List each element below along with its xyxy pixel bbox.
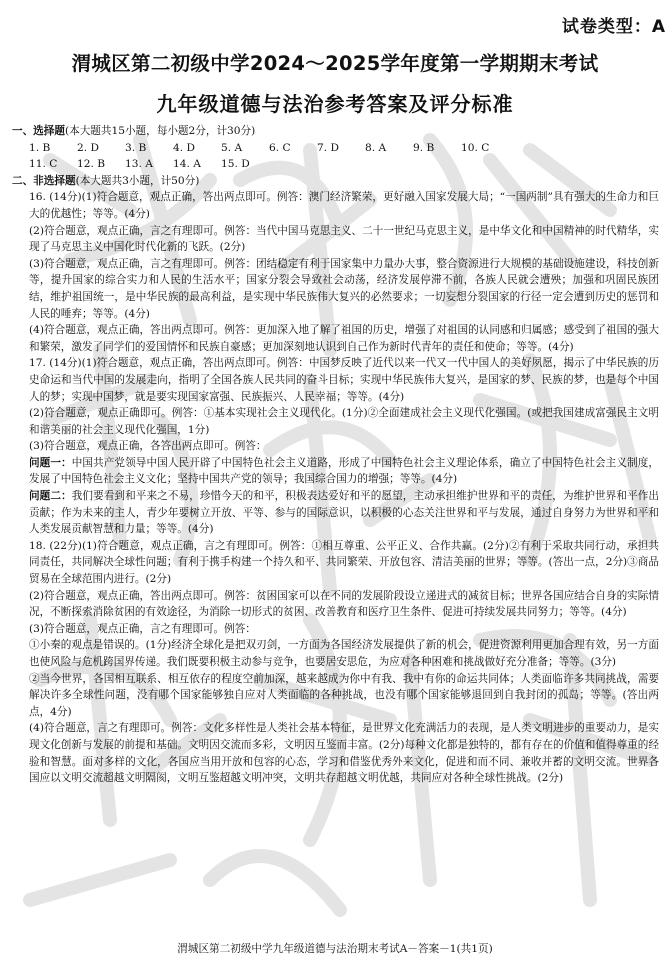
section-note: (本大题共3小题，计50分) <box>75 174 200 187</box>
choice-answer: 4. D <box>173 141 195 154</box>
q18-part1: 18. (22分)(1)符合题意，观点正确，言之有理即可。例答：①相互尊重、公平正义、合作共赢。(2分)②有利于采取共同行动，承担共同责任，共同解决全球性问题；有利于携手构建一个持久和平、共同繁荣、开放包容、清洁美丽的世界；等等。(答出一点，2分)③商品贸易在全球范围内进行。(2分) <box>29 539 659 586</box>
choice-answer: 2. D <box>77 141 99 154</box>
q17-part2: (2)符合题意，观点正确即可。例答：①基本实现社会主义现代化。(1分)②全面建成社会主义现代化强国。(或把我国建成富强民主文明和谐美丽的社会主义现代化强国，1分) <box>29 407 659 436</box>
choice-answer: 12. B <box>77 158 105 171</box>
choice-answer: 6. C <box>269 141 291 154</box>
choice-answer: 5. A <box>221 141 243 154</box>
choice-answer: 14. A <box>173 158 201 171</box>
choice-answer: 15. D <box>221 158 250 171</box>
q17-part3: (3)符合题意，观点正确，各答出两点即可。例答： <box>29 440 267 453</box>
choice-answers-row <box>12 140 659 157</box>
choice-answer: 10. C <box>461 141 490 154</box>
choice-answers-row <box>12 156 659 173</box>
paper-type-label: 试卷类型：A <box>561 17 666 37</box>
q18-part2: (2)符合题意，观点正确，答出两点即可。例答：贫困国家可以在不同的发展阶段设立递进式的减贫目标；世界各国应结合自身的实际情况，不断探索消除贫困的有效途径，为消除一切形式的贫困、改善教育和医疗卫生条件、促进可持续发展共同努力；等等。(4分) <box>29 589 659 619</box>
section-heading: 二、非选择题 <box>12 174 76 187</box>
choice-answer: 13. A <box>125 158 153 171</box>
section2-header <box>12 173 659 190</box>
choice-answer: 9. B <box>413 141 435 154</box>
q17-question2 <box>12 488 659 538</box>
choice-answer: 1. B <box>29 141 51 154</box>
q18-part4: (4)符合题意，言之有理即可。例答：文化多样性是人类社会基本特征，是世界文化充满活力的表现，是人类文明进步的重要动力，是实现文化创新与发展的前提和基础。文明因交流而多彩，文明因互鉴而丰富。(2分)每种文化都是独特的，都有存在的价值和值得尊重的经验和智慧。面对多样的文化，各国应当用开放和包容的心态，学习和借鉴优秀外来文化，促进和而不同、兼收并蓄的文明交流。世界各国应以文明交流超越文明隔阂，文明互鉴超越文明冲突，文明共存超越文明优越，共同应对各种全球性挑战。(2分) <box>29 722 659 785</box>
question-answer: 我们要看到和平来之不易，珍惜今天的和平，积极表达爱好和平的愿望，主动承担维护世界和平的责任，为维护世界和平作出贡献；作为未来的主人，青少年要树立开放、平等、参与的国际意识，以积极的心态关注世界和平与发展，通过自身努力为世界和平和人类发展贡献智慧和力量；等等。(4分) <box>29 490 659 536</box>
q18-part3: (3)符合题意，观点正确，言之有理即可。例答： <box>29 622 256 635</box>
section-note: (本大题共15小题，每小题2分，计30分) <box>64 125 256 137</box>
choice-answer: 8. A <box>365 141 387 154</box>
question-label: 问题一： <box>29 456 72 469</box>
choice-answer: 7. D <box>317 141 339 154</box>
q16-part2: (2)符合题意，观点正确，言之有理即可。例答：当代中国马克思主义、二十一世纪马克思主义，是中华文化和中国精神的时代精华，实现了马克思主义中国化时代化新的飞跃。(2分) <box>29 224 659 254</box>
choice-answer: 3. B <box>125 141 147 154</box>
exam-title: 渭城区第二初级中学2024～2025学年度第一学期期末考试 <box>71 52 599 75</box>
choice-answer: 11. C <box>29 158 58 171</box>
q17-question1 <box>12 455 659 488</box>
q16-part1: 16. (14分)(1)符合题意，观点正确，答出两点即可。例答：澳门经济繁荣，更好融入国家发展大局；“一国两制”具有强大的生命力和巨大的优越性；等等。(4分) <box>29 191 659 220</box>
question-label: 问题二： <box>29 490 72 503</box>
q16-part4: (4)符合题意，观点正确，答出两点即可。例答：更加深入地了解了祖国的历史，增强了对祖国的认同感和归属感；感受到了祖国的强大和繁荣，激发了同学们的爱国情怀和民族自豪感；更加深刻地认识到自己作为新时代青年的责任和使命；等等。(4分) <box>29 324 659 353</box>
question-answer: 中国共产党领导中国人民开辟了中国特色社会主义道路，形成了中国特色社会主义理论体系，确立了中国特色社会主义制度，发展了中国特色社会主义文化；坚持中国共产党的领导；我国综合国力的增强；等等。(4分) <box>29 456 659 486</box>
q17-part1: 17. (14分)(1)符合题意，观点正确，答出两点即可。例答：中国梦反映了近代以来一代又一代中国人的美好夙愿，揭示了中华民族的历史命运和当代中国的发展走向，指明了全国各族人民共同的奋斗目标；实现中华民族伟大复兴，是国家的梦、民族的梦，也是每个中国人的梦；实现中国梦，就是要实现国家富强、民族振兴、人民幸福；等等。(4分) <box>29 357 659 403</box>
q16-part3: (3)符合题意，观点正确，言之有理即可。例答：团结稳定有利于国家集中力量办大事，整合资源进行大规模的基础设施建设，科技创新等，提升国家的综合实力和人民的生活水平；国家分裂会导致社会动荡，经济发展停滞不前，各族人民就会遭殃；加强和巩固民族团结，维护祖国统一，是中华民族的最高利益，是实现中华民族伟大复兴的必然要求；一切妄想分裂国家的行径一定会遭到历史的惩罚和人民的唾弃；等等。(4分) <box>29 257 659 320</box>
q18-part3-point1: ①小秦的观点是错误的。(1分)经济全球化是把双刃剑，一方面为各国经济发展提供了新的机会，促进资源利用更加合理有效，另一方面也使风险与危机跨国界传递。我们既要积极主动参与竞争，也要居安思危，为应对各种困难和挑战做好充分准备；等等。(3分) <box>29 639 659 668</box>
answer-key-title: 九年级道德与法治参考答案及评分标准 <box>156 92 514 116</box>
page-footer: 渭城区第二初级中学九年级道德与法治期末考试A－答案－1(共1页) <box>177 943 493 955</box>
answer-content <box>12 123 659 787</box>
section-heading: 一、选择题 <box>12 125 65 137</box>
q18-part3-point2: ②当今世界，各国相互联系、相互依存的程度空前加深，越来越成为你中有我、我中有你的命运共同体；人类面临许多共同挑战，需要解决许多全球性问题，没有哪个国家能够独自应对人类面临的各种挑战，也没有哪个国家能够退回到自我封闭的孤岛；等等。(答出两点，4分) <box>29 672 659 718</box>
section1-header <box>12 123 659 140</box>
